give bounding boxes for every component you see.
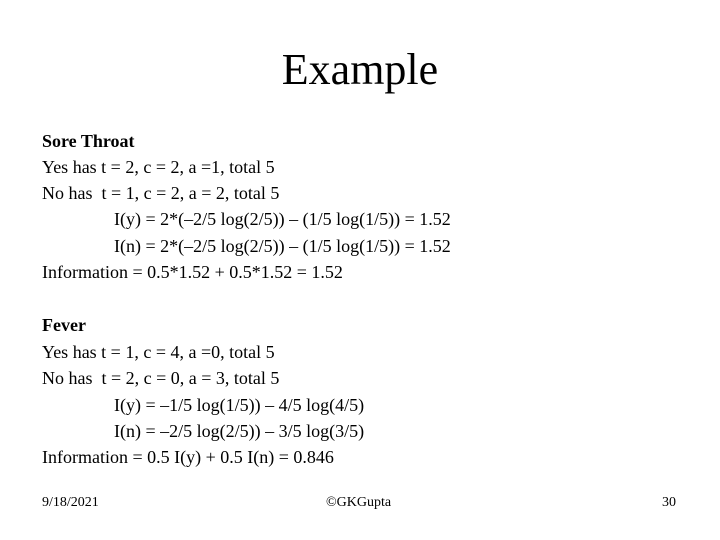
slide-title-text: Example — [281, 45, 439, 94]
fever-in-line: I(n) = –2/5 log(2/5)) – 3/5 log(3/5) — [114, 421, 365, 441]
footer-date: 9/18/2021 — [42, 495, 99, 510]
section-heading-sore-throat: Sore Throat — [42, 131, 135, 151]
footer-page-number: 30 — [662, 495, 676, 510]
fever-iy-line: I(y) = –1/5 log(1/5)) – 4/5 log(4/5) — [114, 395, 365, 415]
fever-information-line: Information = 0.5 I(y) + 0.5 I(n) = 0.846 — [42, 447, 334, 467]
sore-throat-in-line: I(n) = 2*(–2/5 log(2/5)) – (1/5 log(1/5)) = 1.52 — [114, 236, 451, 256]
fever-no-line: No has t = 2, c = 0, a = 3, total 5 — [42, 368, 280, 388]
sore-throat-yes-line: Yes has t = 2, c = 2, a =1, total 5 — [42, 157, 275, 177]
footer-author: ©GKGupta — [326, 495, 392, 510]
sore-throat-information-line: Information = 0.5*1.52 + 0.5*1.52 = 1.52 — [42, 262, 343, 282]
slide-title — [0, 44, 720, 96]
sore-throat-iy-line: I(y) = 2*(–2/5 log(2/5)) – (1/5 log(1/5)) = 1.52 — [114, 209, 451, 229]
sore-throat-no-line: No has t = 1, c = 2, a = 2, total 5 — [42, 183, 280, 203]
section-heading-fever: Fever — [42, 315, 86, 335]
fever-yes-line: Yes has t = 1, c = 4, a =0, total 5 — [42, 342, 275, 362]
